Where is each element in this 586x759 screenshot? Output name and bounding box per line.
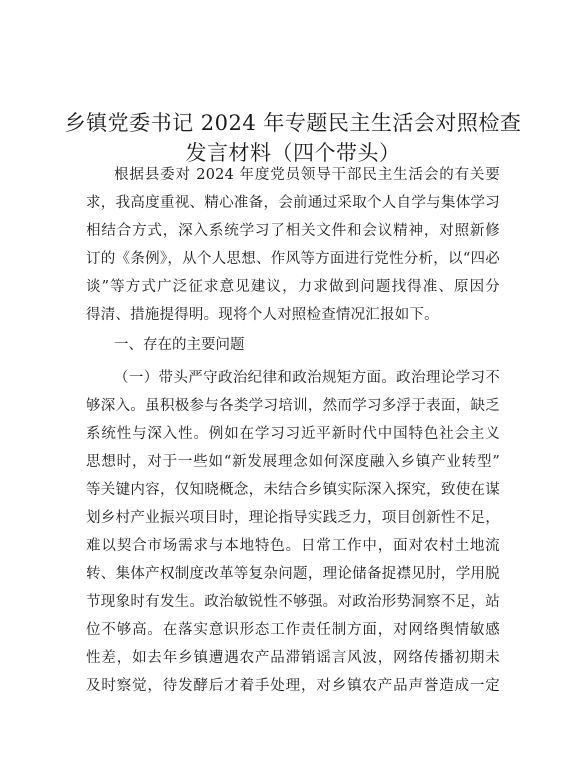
paragraph-line: 性差，如去年乡镇遭遇农产品滞销谣言风波，网络传播初期未 bbox=[86, 650, 500, 666]
paragraph-line: 难以契合市场需求与本地特色。日常工作中，面对农村土地流 bbox=[86, 538, 500, 554]
paragraph-line: 思想时，对于一些如“新发展理念如何深度融入乡镇产业转型” bbox=[86, 454, 500, 470]
paragraph-line: 求，我高度重视、精心准备，会前通过采取个人自学与集体学习 bbox=[86, 195, 500, 211]
document-title-line-2: 发言材料（四个带头） bbox=[185, 141, 401, 165]
paragraph-line: 得清、措施提得明。现将个人对照检查情况汇报如下。 bbox=[86, 307, 439, 323]
paragraph-line: 相结合方式，深入系统学习了相关文件和会议精神，对照新修 bbox=[86, 223, 500, 239]
paragraph-line: 等关键内容，仅知晓概念，未结合乡镇实际深入探究，致使在谋 bbox=[86, 482, 500, 498]
document-title-line-1: 乡镇党委书记 2024 年专题民主生活会对照检查 bbox=[64, 111, 522, 135]
paragraph-line: 订的《条例》，从个人思想、作风等方面进行党性分析，以“四必 bbox=[86, 251, 500, 267]
paragraph-line: （一）带头严守政治纪律和政治规矩方面。政治理论学习不 bbox=[114, 370, 500, 386]
paragraph-line: 够深入。虽积极参与各类学习培训，然而学习多浮于表面，缺乏 bbox=[86, 398, 500, 414]
paragraph-line: 节现象时有发生。政治敏锐性不够强。对政治形势洞察不足，站 bbox=[86, 594, 500, 610]
section-heading: 一、存在的主要问题 bbox=[114, 337, 245, 353]
paragraph-line: 及时察觉，待发酵后才着手处理，对乡镇农产品声誉造成一定 bbox=[86, 678, 500, 694]
paragraph-line: 根据县委对 2024 年度党员领导干部民主生活会的有关要 bbox=[114, 167, 500, 183]
paragraph-line: 转、集体产权制度改革等复杂问题，理论储备捉襟见肘，学用脱 bbox=[86, 566, 500, 582]
paragraph-line: 划乡村产业振兴项目时，理论指导实践乏力，项目创新性不足， bbox=[86, 510, 500, 526]
paragraph-line: 谈”等方式广泛征求意见建议，力求做到问题找得准、原因分 bbox=[86, 279, 500, 295]
paragraph-line: 位不够高。在落实意识形态工作责任制方面，对网络舆情敏感 bbox=[86, 622, 500, 638]
paragraph-line: 系统性与深入性。例如在学习习近平新时代中国特色社会主义 bbox=[86, 426, 500, 442]
